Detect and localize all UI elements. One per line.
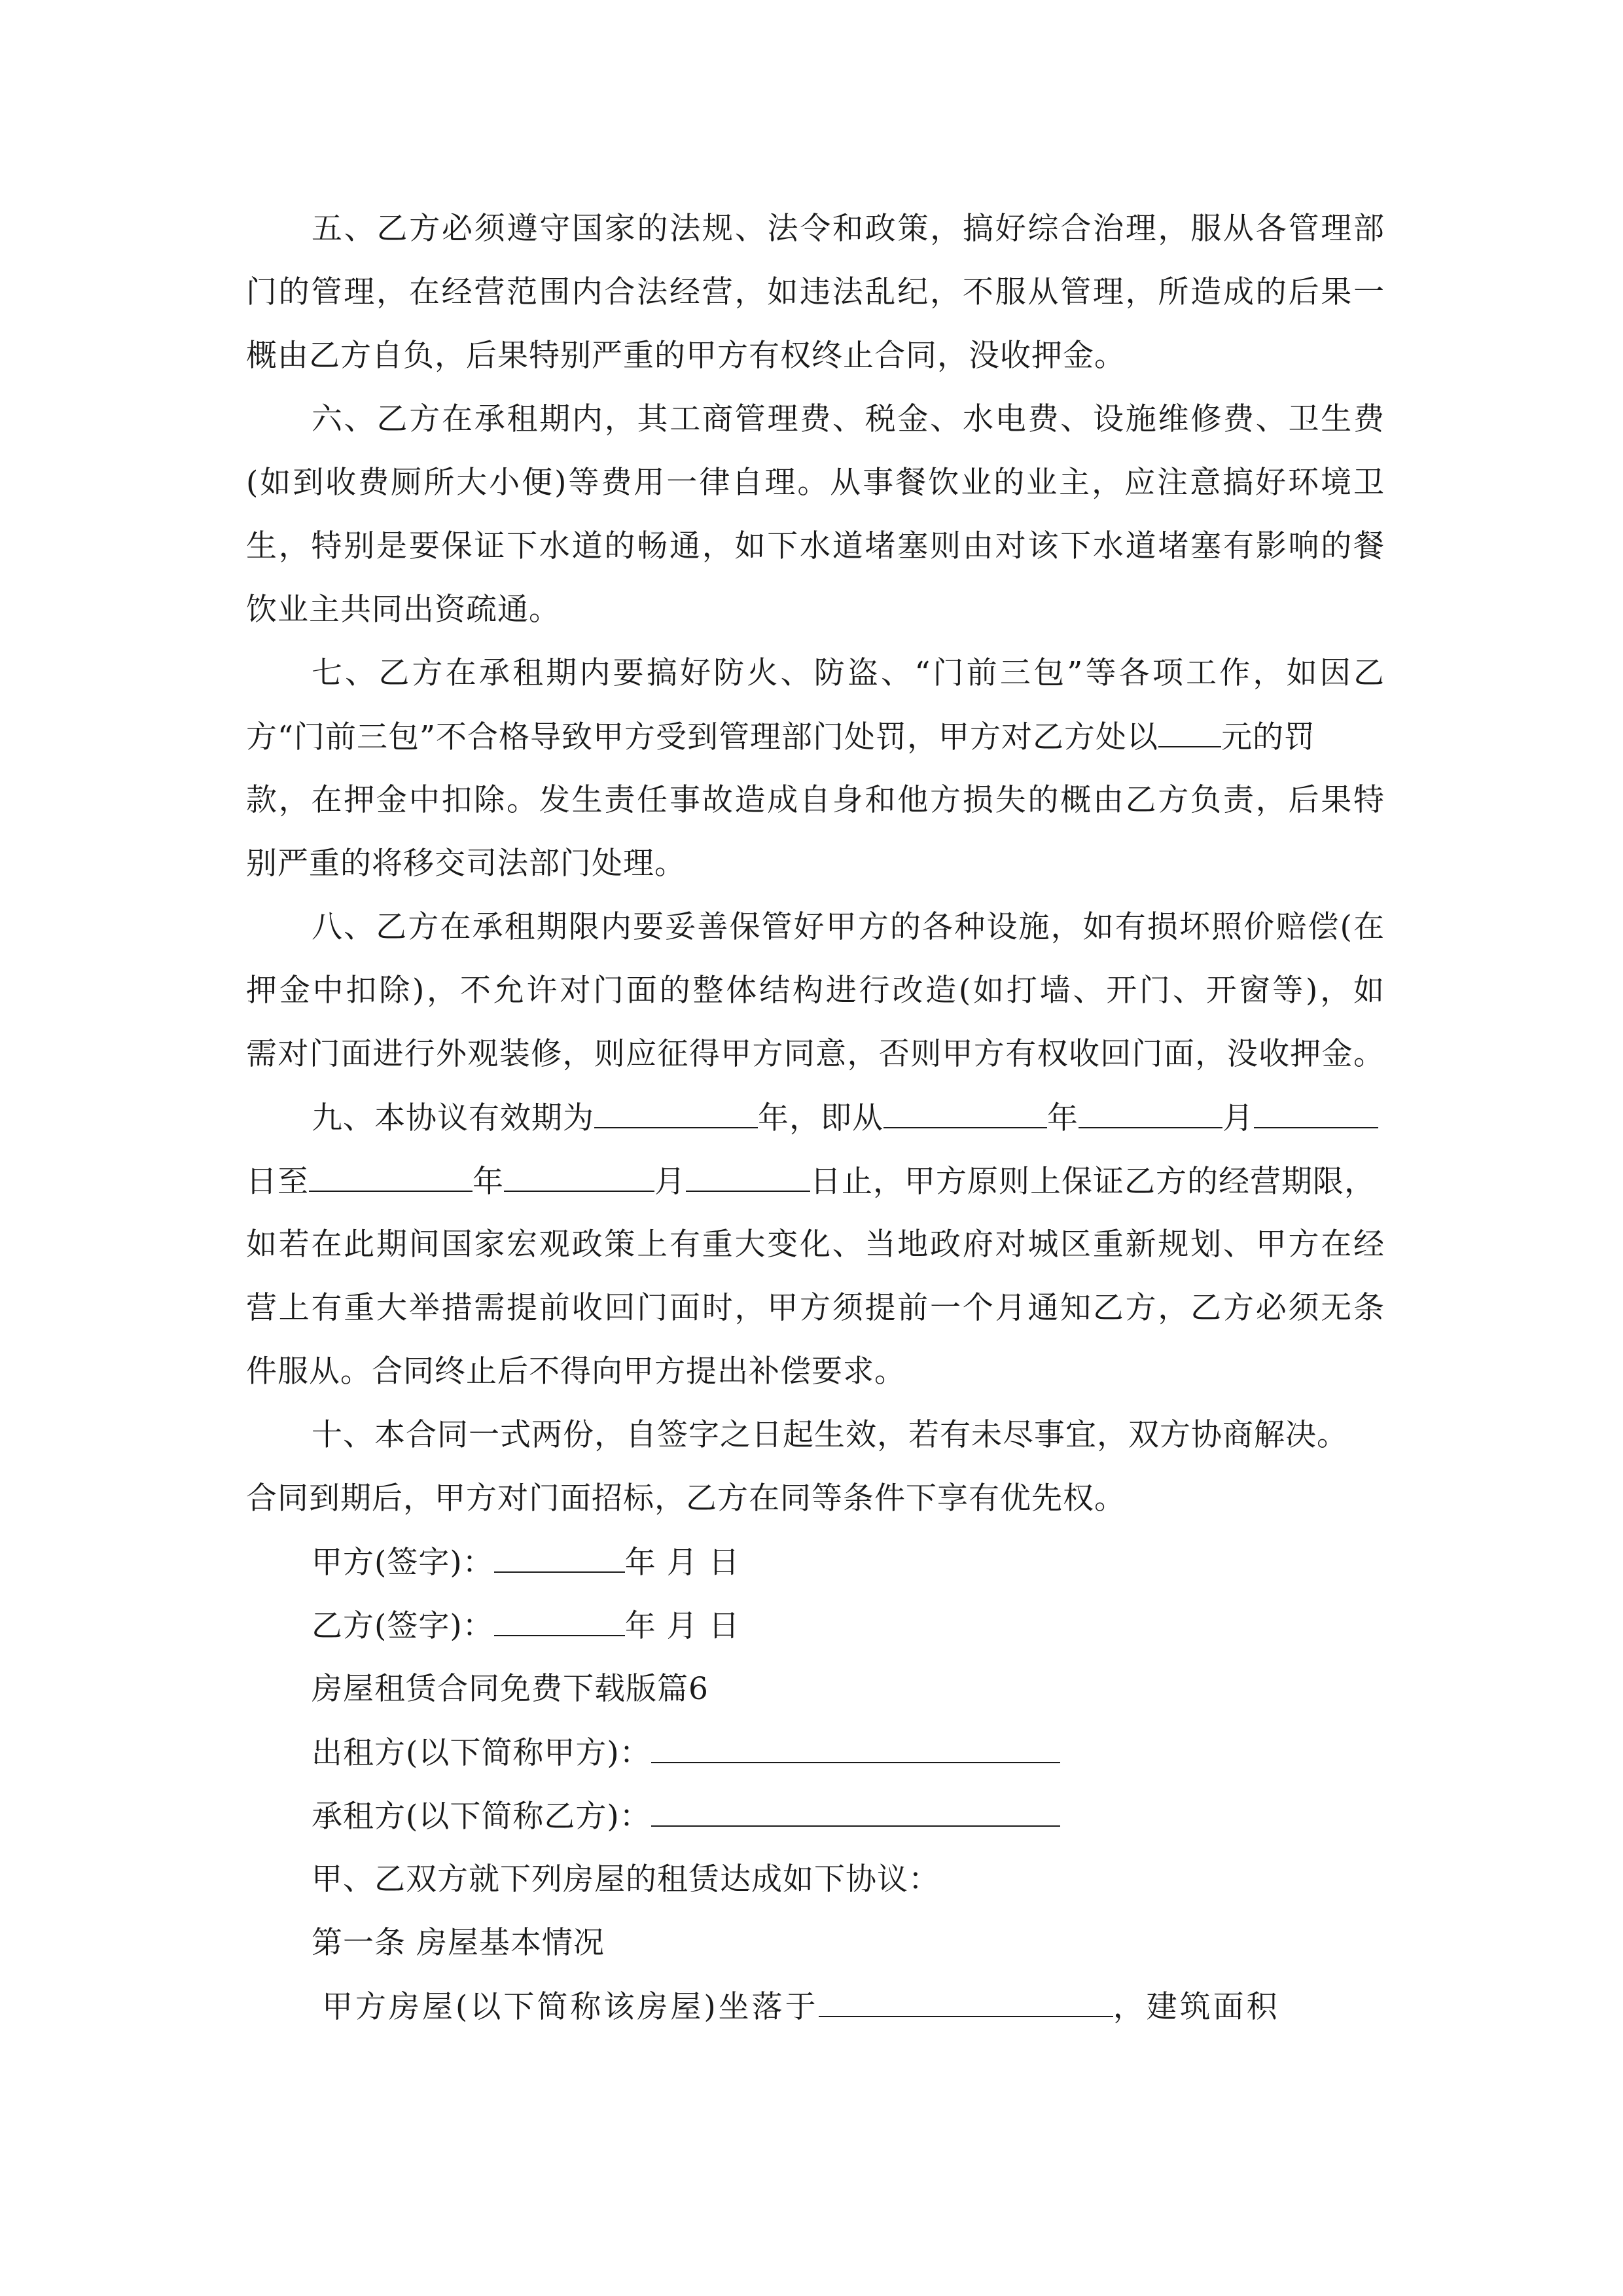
clause-9-year-from: 年，即从 — [758, 1100, 883, 1136]
clause-6-line-1: 六、乙方在承租期内，其工商管理费、税金、水电费、设施维修费、卫生费 — [312, 401, 1385, 437]
term-years-blank[interactable] — [594, 1098, 758, 1128]
clause-8-line-2: 押金中扣除)，不允许对门面的整体结构进行改造(如打墙、开门、开窗等)，如 — [246, 973, 1385, 1009]
clause-7-line-4: 别严重的将移交司法部门处理。 — [246, 846, 686, 882]
clause-10-line-2: 合同到期后，甲方对门面招标，乙方在同等条件下享有优先权。 — [246, 1480, 1126, 1516]
party-a-signature-label: 甲方(签字)： — [312, 1545, 494, 1581]
clause-7-line-2-before: 方“门前三包”不合格导致甲方受到管理部门处罚，甲方对乙方处以 — [246, 719, 1159, 755]
article-1-title: 第一条 房屋基本情况 — [312, 1925, 605, 1961]
party-b-signature-line — [312, 1606, 1385, 1646]
clause-8-line-3: 需对门面进行外观装修，则应征得甲方同意，否则甲方有权收回门面，没收押金。 — [246, 1036, 1385, 1072]
clause-7-line-2 — [246, 717, 1385, 757]
clause-7-line-3: 款，在押金中扣除。发生责任事故造成自身和他方损失的概由乙方负责，后果特 — [246, 782, 1385, 818]
house-location-after: ，建筑面积 — [1113, 1989, 1280, 2025]
lessee-line — [312, 1797, 1385, 1837]
start-month-blank[interactable] — [1079, 1098, 1222, 1128]
party-a-signature-blank[interactable] — [494, 1543, 625, 1573]
party-a-date: 年 月 日 — [624, 1545, 740, 1581]
clause-5-line-3: 概由乙方自负，后果特别严重的甲方有权终止合同，没收押金。 — [246, 338, 1126, 374]
party-b-signature-blank[interactable] — [494, 1606, 625, 1636]
end-year-blank[interactable] — [309, 1162, 473, 1192]
party-a-signature-line — [312, 1543, 1385, 1583]
lessor-name-blank[interactable] — [651, 1733, 1060, 1763]
section-heading: 房屋租赁合同免费下载版篇6 — [312, 1671, 709, 1707]
start-year-blank[interactable] — [883, 1098, 1047, 1128]
house-location-before: 甲方房屋(以下简称该房屋)坐落于 — [322, 1989, 819, 2025]
clause-10-line-1: 十、本合同一式两份，自签字之日起生效，若有未尽事宜，双方协商解决。 — [312, 1417, 1348, 1453]
clause-6-line-2: (如到收费厕所大小便)等费用一律自理。从事餐饮业的业主，应注意搞好环境卫 — [246, 465, 1385, 501]
clause-9-line-5: 件服从。合同终止后不得向甲方提出补偿要求。 — [246, 1354, 906, 1390]
end-month-blank[interactable] — [504, 1162, 654, 1192]
clause-9-end-year: 年 — [473, 1164, 504, 1200]
lessor-label: 出租方(以下简称甲方)： — [312, 1735, 651, 1771]
end-day-blank[interactable] — [686, 1162, 810, 1192]
clause-9-month: 月 — [1222, 1100, 1254, 1136]
clause-9-line-1 — [312, 1098, 1385, 1138]
clause-9-line-2 — [246, 1162, 1385, 1202]
clause-7-line-1: 七、乙方在承租期内要搞好防火、防盗、“门前三包”等各项工作，如因乙 — [312, 655, 1385, 691]
clause-9-line-3: 如若在此期间国家宏观政策上有重大变化、当地政府对城区重新规划、甲方在经 — [246, 1227, 1385, 1263]
clause-7-line-2-after: 元的罚 — [1221, 719, 1316, 755]
clause-9-day-to: 日至 — [246, 1164, 309, 1200]
clause-6-line-3: 生，特别是要保证下水道的畅通，如下水道堵塞则由对该下水道堵塞有影响的餐 — [246, 528, 1385, 564]
house-location-line — [322, 1987, 1395, 2027]
house-location-blank[interactable] — [819, 1987, 1113, 2017]
agreement-intro: 甲、乙双方就下列房屋的租赁达成如下协议： — [312, 1861, 940, 1897]
lessee-label: 承租方(以下简称乙方)： — [312, 1799, 651, 1835]
party-b-date: 年 月 日 — [624, 1608, 740, 1644]
clause-5-line-1: 五、乙方必须遵守国家的法规、法令和政策，搞好综合治理，服从各管理部 — [312, 211, 1385, 247]
lessee-name-blank[interactable] — [651, 1797, 1060, 1827]
clause-9-day-end: 日止，甲方原则上保证乙方的经营期限， — [810, 1164, 1376, 1200]
clause-5-line-2: 门的管理，在经营范围内合法经营，如违法乱纪，不服从管理，所造成的后果一 — [246, 274, 1385, 310]
clause-9-end-month: 月 — [654, 1164, 686, 1200]
clause-9-line-4: 营上有重大举措需提前收回门面时，甲方须提前一个月通知乙方，乙方必须无条 — [246, 1290, 1385, 1326]
party-b-signature-label: 乙方(签字)： — [312, 1608, 494, 1644]
clause-6-line-4: 饮业主共同出资疏通。 — [246, 592, 560, 628]
start-day-blank[interactable] — [1254, 1098, 1378, 1128]
lessor-line — [312, 1733, 1385, 1773]
clause-8-line-1: 八、乙方在承租期限内要妥善保管好甲方的各种设施，如有损坏照价赔偿(在 — [312, 909, 1385, 945]
fine-amount-blank[interactable] — [1158, 717, 1221, 747]
clause-9-year: 年 — [1047, 1100, 1079, 1136]
clause-9-lead: 九、本协议有效期为 — [312, 1100, 594, 1136]
